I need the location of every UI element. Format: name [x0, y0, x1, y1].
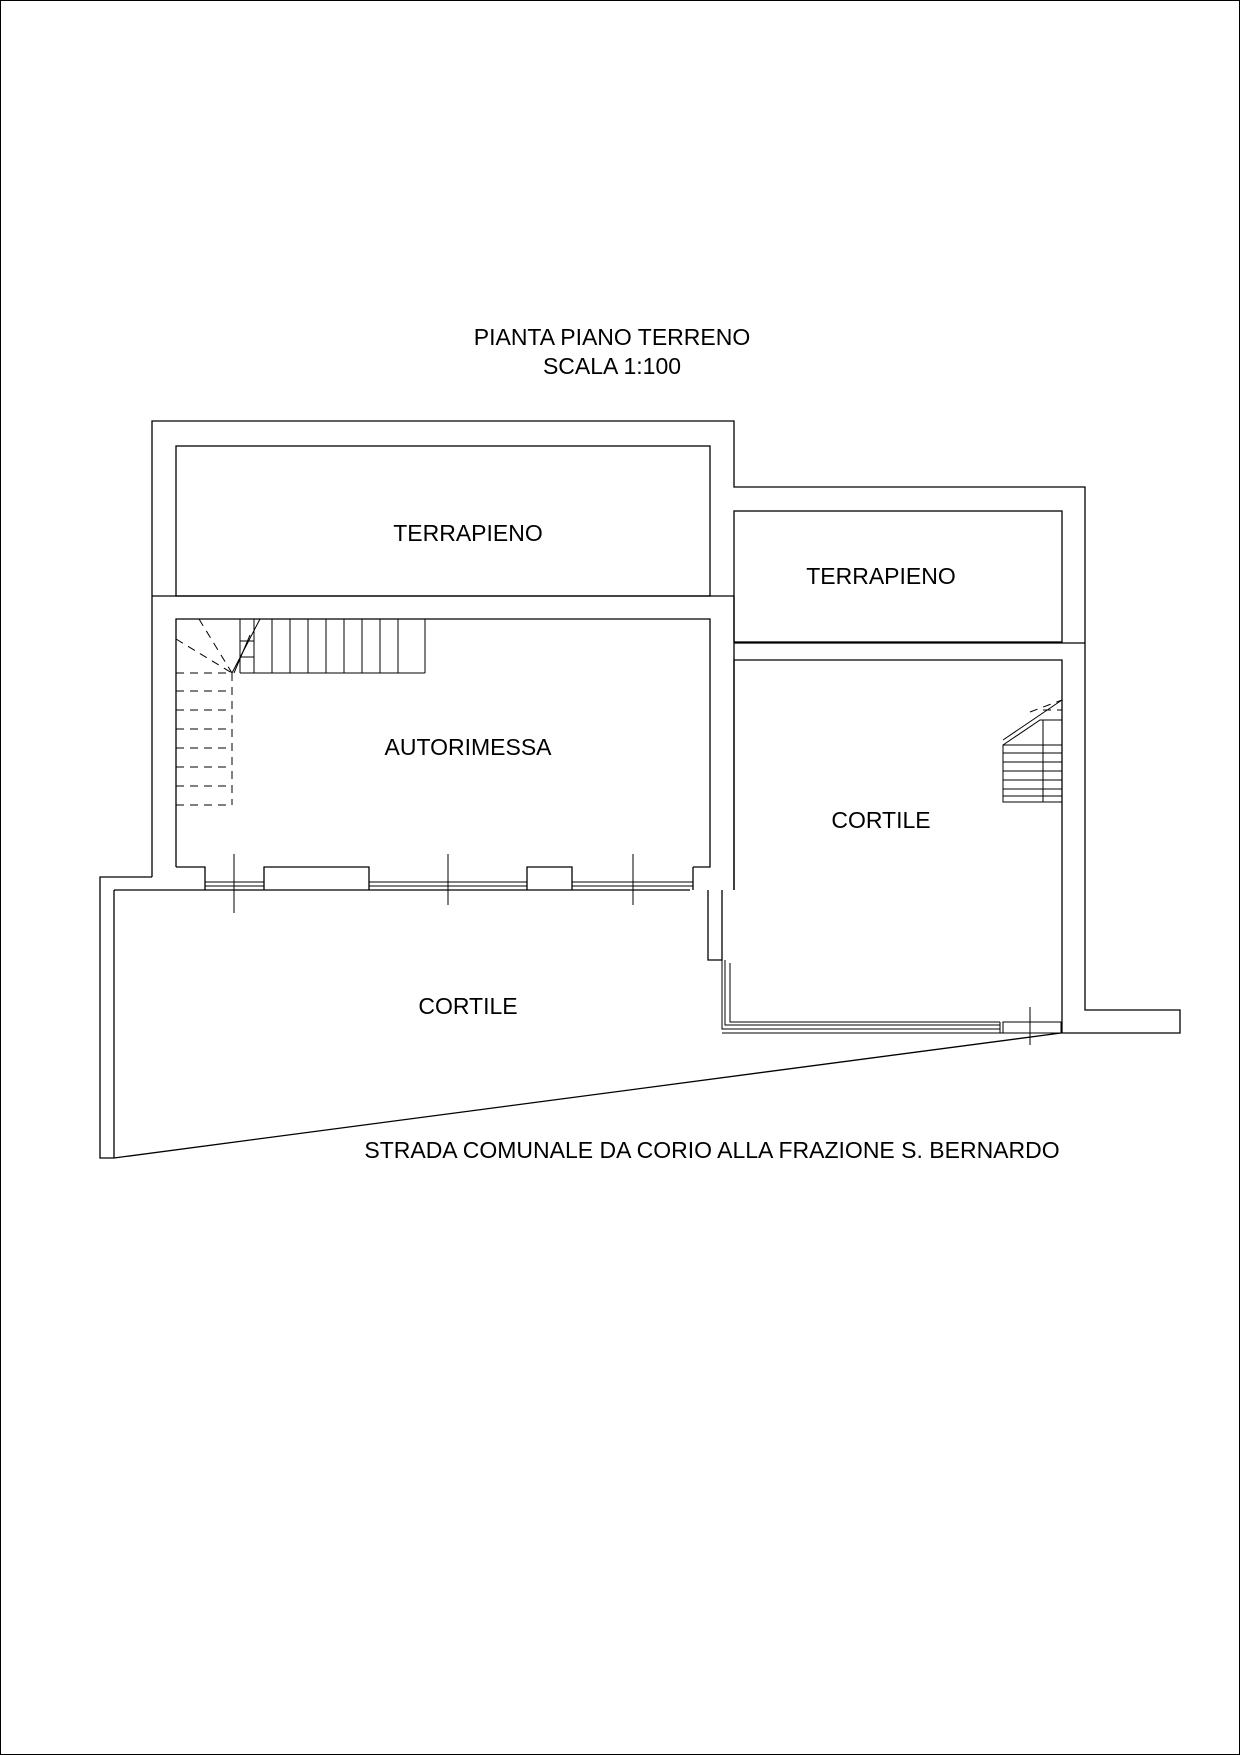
street-label: STRADA COMUNALE DA CORIO ALLA FRAZIONE S. BERNARDO — [364, 1137, 1060, 1163]
label-terrapieno-right: TERRAPIENO — [806, 563, 956, 589]
stair-autorimessa — [176, 619, 425, 805]
sheet-border — [1, 1, 1240, 1755]
label-terrapieno-left: TERRAPIENO — [393, 520, 543, 546]
stair-cortile — [1003, 700, 1062, 802]
label-cortile-bottom: CORTILE — [418, 993, 518, 1019]
plan-title: PIANTA PIANO TERRENO — [473, 324, 751, 350]
label-autorimessa: AUTORIMESSA — [384, 734, 552, 760]
plan-scale: SCALA 1:100 — [542, 353, 682, 379]
label-cortile-right: CORTILE — [831, 807, 931, 833]
room-cortile-right — [734, 660, 1062, 1033]
